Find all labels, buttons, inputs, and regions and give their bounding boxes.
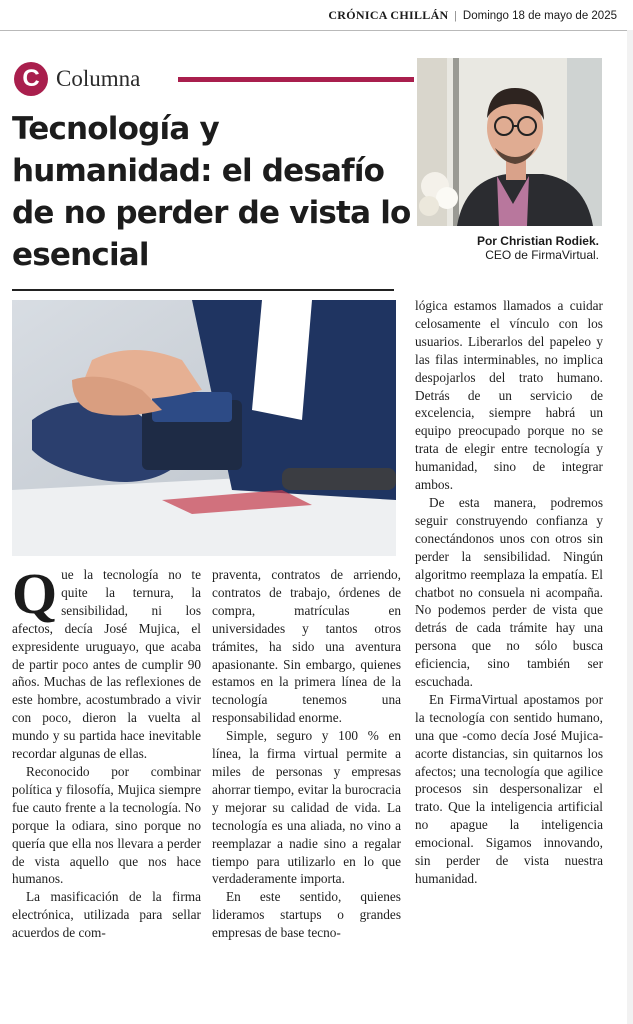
- article-rule: [12, 289, 394, 291]
- page-edge: [627, 30, 633, 1024]
- masthead-separator: |: [454, 8, 457, 22]
- section-rule: [178, 77, 414, 82]
- section-label: Columna: [56, 66, 141, 91]
- paragraph: Simple, seguro y 100 % en línea, la firma virtual permite a miles de personas y empresas ahorrar tiempo, evitar la burocracia y mejorar su calidad de vida. La tecnología es una aliada, no vino a reemplazar a nadie sino a regalar tiempo para utilizarlo en lo que verdaderamente importa.: [212, 728, 401, 887]
- publication-date: Domingo 18 de mayo de 2025: [462, 10, 617, 22]
- paragraph: lógica estamos llamados a cuidar celosamente el vínculo con los usuarios. Liberarlos del papeleo y las filas interminables, no implica despojarlos del trato humano. Detrás de un servicio de excelencia, siempre habrá un equipo preocupado porque no se trata de elegir entre tecnología y humanidad, sino de integrar ambos.: [415, 298, 603, 493]
- drop-cap: Q: [12, 561, 58, 626]
- paragraph: ue la tecnología no te quite la ternura, la sensibilidad, ni los afectos, decía José Mujica, el expresidente uruguayo, que acaba de partir poco antes de cumplir 90 años. Muchas de las reflexiones de este hombre, acostumbrado a vivir con poco, dieron la vuelta al mundo y su partida hace inevitable recordar algunas de ellas.: [12, 567, 201, 762]
- paragraph: Reconocido por combinar política y filosofía, Mujica siempre fue cauto frente a la tecnología. No porque la odiara, sino porque no quería que ella nos llevara a perder de vista aquello que nos hace humanos.: [12, 763, 201, 887]
- author-name: Por Christian Rodiek.: [476, 234, 599, 248]
- article-column-3: [415, 297, 603, 888]
- paragraph: En este sentido, quienes lideramos startups o grandes empresas de base tecno-: [212, 889, 401, 941]
- author-portrait-image: [417, 58, 602, 226]
- article-column-1: [12, 561, 201, 942]
- section-badge: C: [14, 62, 48, 96]
- paragraph: En FirmaVirtual apostamos por la tecnología con sentido humano, una que -como decía José Mujica- acorte distancias, sin quitarnos los afectos; una tecnología que agilice procesos sin despersonalizar el trato. Que la inteligencia artificial no apague la inteligencia emocional. Sigamos innovando, sin perder de vista nuestra humanidad.: [415, 691, 603, 886]
- publication-name: CRÓNICA CHILLÁN: [328, 8, 449, 22]
- paragraph: La masificación de la firma electrónica, utilizada para sellar acuerdos de com-: [12, 889, 201, 941]
- masthead-line: [328, 8, 617, 23]
- headline: Tecnología y humanidad: el desafío de no perder de vista lo esencial: [12, 111, 411, 273]
- hands-stamping-document-image: [12, 300, 396, 556]
- author-role: CEO de FirmaVirtual.: [485, 248, 599, 262]
- paragraph: De esta manera, podremos seguir construyendo confianza y conectándonos unos con otros sin perder la sensibilidad. Ningún algoritmo reemplaza la empatía. El chatbot no consuela ni acompaña. No podemos perder de vista que detrás de cada trámite hay una persona que no sólo busca eficiencia, sino también ser escuchada.: [415, 494, 603, 690]
- masthead: [0, 0, 633, 31]
- article-column-2: [212, 566, 401, 942]
- paragraph: praventa, contratos de arriendo, contratos de trabajo, órdenes de compra, matrículas en universidades y tantos otros trámites, ha sido una aventura apasionante. Sin embargo, quienes estamos en la primera línea de la tecnología tenemos una responsabilidad enorme.: [212, 567, 401, 726]
